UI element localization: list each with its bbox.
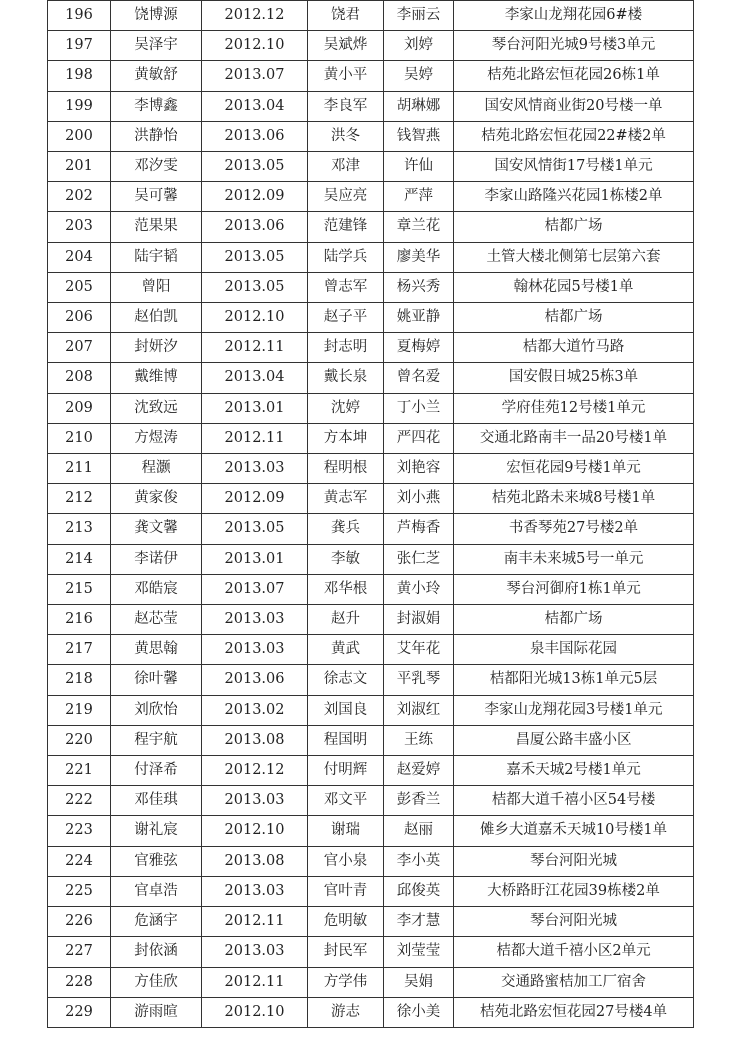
birth-date-cell: 2013.06	[202, 212, 308, 242]
birth-date-cell: 2013.05	[202, 272, 308, 302]
address-cell: 书香琴苑27号楼2单	[454, 514, 694, 544]
address-cell: 桔都广场	[454, 303, 694, 333]
address-cell: 桔都大道竹马路	[454, 333, 694, 363]
child-name-cell: 吴泽宇	[111, 31, 202, 61]
mother-name-cell: 刘淑红	[384, 695, 454, 725]
table-row	[48, 182, 694, 212]
child-name-cell: 程宇航	[111, 725, 202, 755]
row-number-cell: 197	[48, 31, 111, 61]
row-number-cell: 225	[48, 876, 111, 906]
row-number-cell: 209	[48, 393, 111, 423]
row-number-cell: 222	[48, 786, 111, 816]
registry-table-body	[48, 1, 694, 1028]
birth-date-cell: 2012.10	[202, 303, 308, 333]
table-row	[48, 816, 694, 846]
table-row	[48, 846, 694, 876]
birth-date-cell: 2013.05	[202, 514, 308, 544]
address-cell: 桔苑北路宏恒花园22#楼2单	[454, 121, 694, 151]
birth-date-cell: 2012.09	[202, 484, 308, 514]
table-row	[48, 31, 694, 61]
father-name-cell: 饶君	[308, 1, 384, 31]
mother-name-cell: 严萍	[384, 182, 454, 212]
table-row	[48, 665, 694, 695]
row-number-cell: 219	[48, 695, 111, 725]
child-name-cell: 刘欣怡	[111, 695, 202, 725]
birth-date-cell: 2013.03	[202, 876, 308, 906]
address-cell: 交通路蜜桔加工厂宿舍	[454, 967, 694, 997]
birth-date-cell: 2013.08	[202, 725, 308, 755]
address-cell: 桔都大道千禧小区2单元	[454, 937, 694, 967]
father-name-cell: 沈婷	[308, 393, 384, 423]
row-number-cell: 221	[48, 756, 111, 786]
mother-name-cell: 平乳琴	[384, 665, 454, 695]
table-row	[48, 303, 694, 333]
row-number-cell: 199	[48, 91, 111, 121]
table-row	[48, 907, 694, 937]
address-cell: 南丰未来城5号一单元	[454, 544, 694, 574]
row-number-cell: 203	[48, 212, 111, 242]
birth-date-cell: 2013.07	[202, 574, 308, 604]
mother-name-cell: 彭香兰	[384, 786, 454, 816]
child-name-cell: 方煜涛	[111, 423, 202, 453]
child-name-cell: 程灏	[111, 454, 202, 484]
father-name-cell: 戴长泉	[308, 363, 384, 393]
father-name-cell: 黄小平	[308, 61, 384, 91]
table-row	[48, 1, 694, 31]
row-number-cell: 198	[48, 61, 111, 91]
table-row	[48, 695, 694, 725]
child-name-cell: 危涵宇	[111, 907, 202, 937]
mother-name-cell: 夏梅婷	[384, 333, 454, 363]
father-name-cell: 封民军	[308, 937, 384, 967]
child-name-cell: 方佳欣	[111, 967, 202, 997]
birth-date-cell: 2012.11	[202, 967, 308, 997]
table-row	[48, 91, 694, 121]
row-number-cell: 217	[48, 635, 111, 665]
mother-name-cell: 刘婷	[384, 31, 454, 61]
father-name-cell: 邓华根	[308, 574, 384, 604]
registry-sheet	[47, 0, 693, 1056]
birth-date-cell: 2013.06	[202, 121, 308, 151]
father-name-cell: 黄志军	[308, 484, 384, 514]
child-name-cell: 邓皓宸	[111, 574, 202, 604]
address-cell: 李家山龙翔花园3号楼1单元	[454, 695, 694, 725]
child-name-cell: 黄敏舒	[111, 61, 202, 91]
father-name-cell: 谢瑞	[308, 816, 384, 846]
birth-date-cell: 2013.04	[202, 91, 308, 121]
row-number-cell: 207	[48, 333, 111, 363]
table-row	[48, 967, 694, 997]
mother-name-cell: 封淑娟	[384, 605, 454, 635]
row-number-cell: 206	[48, 303, 111, 333]
father-name-cell: 赵子平	[308, 303, 384, 333]
mother-name-cell: 章兰花	[384, 212, 454, 242]
mother-name-cell: 艾年花	[384, 635, 454, 665]
mother-name-cell: 刘艳容	[384, 454, 454, 484]
father-name-cell: 付明辉	[308, 756, 384, 786]
birth-date-cell: 2012.12	[202, 756, 308, 786]
table-row	[48, 544, 694, 574]
birth-date-cell: 2013.03	[202, 454, 308, 484]
table-row	[48, 393, 694, 423]
father-name-cell: 李敏	[308, 544, 384, 574]
address-cell: 翰林花园5号楼1单	[454, 272, 694, 302]
table-row	[48, 454, 694, 484]
birth-date-cell: 2013.05	[202, 242, 308, 272]
table-row	[48, 997, 694, 1027]
mother-name-cell: 黄小玲	[384, 574, 454, 604]
child-name-cell: 徐叶馨	[111, 665, 202, 695]
row-number-cell: 208	[48, 363, 111, 393]
table-row	[48, 725, 694, 755]
mother-name-cell: 廖美华	[384, 242, 454, 272]
birth-date-cell: 2013.08	[202, 846, 308, 876]
father-name-cell: 吴斌烨	[308, 31, 384, 61]
mother-name-cell: 李丽云	[384, 1, 454, 31]
child-name-cell: 赵伯凯	[111, 303, 202, 333]
father-name-cell: 程国明	[308, 725, 384, 755]
father-name-cell: 邓津	[308, 152, 384, 182]
address-cell: 李家山龙翔花园6#楼	[454, 1, 694, 31]
child-name-cell: 戴维博	[111, 363, 202, 393]
mother-name-cell: 赵丽	[384, 816, 454, 846]
address-cell: 泉丰国际花园	[454, 635, 694, 665]
mother-name-cell: 吴婷	[384, 61, 454, 91]
address-cell: 桔都广场	[454, 212, 694, 242]
row-number-cell: 223	[48, 816, 111, 846]
row-number-cell: 227	[48, 937, 111, 967]
child-name-cell: 洪静怡	[111, 121, 202, 151]
table-row	[48, 484, 694, 514]
mother-name-cell: 邱俊英	[384, 876, 454, 906]
child-name-cell: 范果果	[111, 212, 202, 242]
address-cell: 李家山路隆兴花园1栋楼2单	[454, 182, 694, 212]
address-cell: 大桥路盱江花园39栋楼2单	[454, 876, 694, 906]
mother-name-cell: 张仁芝	[384, 544, 454, 574]
row-number-cell: 211	[48, 454, 111, 484]
mother-name-cell: 徐小美	[384, 997, 454, 1027]
child-name-cell: 邓佳琪	[111, 786, 202, 816]
row-number-cell: 204	[48, 242, 111, 272]
child-name-cell: 游雨暄	[111, 997, 202, 1027]
row-number-cell: 212	[48, 484, 111, 514]
row-number-cell: 220	[48, 725, 111, 755]
mother-name-cell: 赵爱婷	[384, 756, 454, 786]
row-number-cell: 215	[48, 574, 111, 604]
table-row	[48, 152, 694, 182]
address-cell: 琴台河御府1栋1单元	[454, 574, 694, 604]
father-name-cell: 陆学兵	[308, 242, 384, 272]
child-name-cell: 封依涵	[111, 937, 202, 967]
birth-date-cell: 2013.03	[202, 937, 308, 967]
child-name-cell: 陆宇韬	[111, 242, 202, 272]
father-name-cell: 赵升	[308, 605, 384, 635]
row-number-cell: 200	[48, 121, 111, 151]
birth-date-cell: 2012.09	[202, 182, 308, 212]
mother-name-cell: 刘莹莹	[384, 937, 454, 967]
address-cell: 国安风情商业街20号楼一单	[454, 91, 694, 121]
father-name-cell: 游志	[308, 997, 384, 1027]
birth-date-cell: 2012.11	[202, 907, 308, 937]
child-name-cell: 沈致远	[111, 393, 202, 423]
mother-name-cell: 刘小燕	[384, 484, 454, 514]
mother-name-cell: 许仙	[384, 152, 454, 182]
child-name-cell: 黄家俊	[111, 484, 202, 514]
birth-date-cell: 2013.01	[202, 393, 308, 423]
child-name-cell: 龚文馨	[111, 514, 202, 544]
birth-date-cell: 2012.10	[202, 816, 308, 846]
address-cell: 学府佳苑12号楼1单元	[454, 393, 694, 423]
table-row	[48, 61, 694, 91]
table-row	[48, 212, 694, 242]
table-row	[48, 876, 694, 906]
birth-date-cell: 2012.11	[202, 423, 308, 453]
row-number-cell: 226	[48, 907, 111, 937]
father-name-cell: 危明敏	[308, 907, 384, 937]
father-name-cell: 龚兵	[308, 514, 384, 544]
row-number-cell: 196	[48, 1, 111, 31]
child-name-cell: 黄思翰	[111, 635, 202, 665]
child-name-cell: 李博鑫	[111, 91, 202, 121]
address-cell: 昌厦公路丰盛小区	[454, 725, 694, 755]
address-cell: 桔都广场	[454, 605, 694, 635]
mother-name-cell: 曾名爱	[384, 363, 454, 393]
mother-name-cell: 王练	[384, 725, 454, 755]
row-number-cell: 228	[48, 967, 111, 997]
table-row	[48, 333, 694, 363]
child-name-cell: 李诺伊	[111, 544, 202, 574]
birth-date-cell: 2013.02	[202, 695, 308, 725]
child-name-cell: 封妍汐	[111, 333, 202, 363]
address-cell: 国安风情街17号楼1单元	[454, 152, 694, 182]
address-cell: 琴台河阳光城9号楼3单元	[454, 31, 694, 61]
father-name-cell: 方学伟	[308, 967, 384, 997]
father-name-cell: 邓文平	[308, 786, 384, 816]
row-number-cell: 213	[48, 514, 111, 544]
birth-date-cell: 2013.03	[202, 605, 308, 635]
row-number-cell: 218	[48, 665, 111, 695]
birth-date-cell: 2012.10	[202, 997, 308, 1027]
mother-name-cell: 杨兴秀	[384, 272, 454, 302]
address-cell: 桔都大道千禧小区54号楼	[454, 786, 694, 816]
birth-date-cell: 2013.03	[202, 635, 308, 665]
mother-name-cell: 姚亚静	[384, 303, 454, 333]
address-cell: 傩乡大道嘉禾天城10号楼1单	[454, 816, 694, 846]
table-row	[48, 423, 694, 453]
table-row	[48, 635, 694, 665]
birth-date-cell: 2013.05	[202, 152, 308, 182]
mother-name-cell: 丁小兰	[384, 393, 454, 423]
address-cell: 国安假日城25栋3单	[454, 363, 694, 393]
address-cell: 嘉禾天城2号楼1单元	[454, 756, 694, 786]
birth-date-cell: 2012.10	[202, 31, 308, 61]
child-name-cell: 谢礼宸	[111, 816, 202, 846]
child-name-cell: 官卓浩	[111, 876, 202, 906]
child-name-cell: 赵芯莹	[111, 605, 202, 635]
mother-name-cell: 钱智燕	[384, 121, 454, 151]
row-number-cell: 224	[48, 846, 111, 876]
father-name-cell: 李良军	[308, 91, 384, 121]
mother-name-cell: 吴娟	[384, 967, 454, 997]
registry-table	[47, 0, 694, 1028]
table-row	[48, 272, 694, 302]
address-cell: 宏恒花园9号楼1单元	[454, 454, 694, 484]
father-name-cell: 洪冬	[308, 121, 384, 151]
address-cell: 桔苑北路宏恒花园27号楼4单	[454, 997, 694, 1027]
father-name-cell: 范建锋	[308, 212, 384, 242]
row-number-cell: 229	[48, 997, 111, 1027]
table-row	[48, 756, 694, 786]
address-cell: 桔都阳光城13栋1单元5层	[454, 665, 694, 695]
father-name-cell: 官小泉	[308, 846, 384, 876]
table-row	[48, 121, 694, 151]
table-row	[48, 605, 694, 635]
row-number-cell: 214	[48, 544, 111, 574]
child-name-cell: 饶博源	[111, 1, 202, 31]
table-row	[48, 242, 694, 272]
father-name-cell: 徐志文	[308, 665, 384, 695]
mother-name-cell: 严四花	[384, 423, 454, 453]
address-cell: 桔苑北路未来城8号楼1单	[454, 484, 694, 514]
table-row	[48, 574, 694, 604]
birth-date-cell: 2013.01	[202, 544, 308, 574]
address-cell: 琴台河阳光城	[454, 907, 694, 937]
child-name-cell: 付泽希	[111, 756, 202, 786]
father-name-cell: 方本坤	[308, 423, 384, 453]
father-name-cell: 吴应亮	[308, 182, 384, 212]
row-number-cell: 216	[48, 605, 111, 635]
address-cell: 琴台河阳光城	[454, 846, 694, 876]
father-name-cell: 黄武	[308, 635, 384, 665]
mother-name-cell: 胡琳娜	[384, 91, 454, 121]
birth-date-cell: 2013.07	[202, 61, 308, 91]
birth-date-cell: 2012.12	[202, 1, 308, 31]
mother-name-cell: 李小英	[384, 846, 454, 876]
father-name-cell: 曾志军	[308, 272, 384, 302]
address-cell: 土管大楼北侧第七层第六套	[454, 242, 694, 272]
row-number-cell: 205	[48, 272, 111, 302]
table-row	[48, 786, 694, 816]
father-name-cell: 程明根	[308, 454, 384, 484]
birth-date-cell: 2012.11	[202, 333, 308, 363]
child-name-cell: 吴可馨	[111, 182, 202, 212]
mother-name-cell: 李才慧	[384, 907, 454, 937]
address-cell: 交通北路南丰一品20号楼1单	[454, 423, 694, 453]
child-name-cell: 曾阳	[111, 272, 202, 302]
birth-date-cell: 2013.06	[202, 665, 308, 695]
child-name-cell: 官雅弦	[111, 846, 202, 876]
row-number-cell: 202	[48, 182, 111, 212]
father-name-cell: 官叶青	[308, 876, 384, 906]
table-row	[48, 514, 694, 544]
row-number-cell: 210	[48, 423, 111, 453]
mother-name-cell: 芦梅香	[384, 514, 454, 544]
address-cell: 桔苑北路宏恒花园26栋1单	[454, 61, 694, 91]
birth-date-cell: 2013.03	[202, 786, 308, 816]
child-name-cell: 邓汐雯	[111, 152, 202, 182]
table-row	[48, 363, 694, 393]
father-name-cell: 封志明	[308, 333, 384, 363]
birth-date-cell: 2013.04	[202, 363, 308, 393]
father-name-cell: 刘国良	[308, 695, 384, 725]
table-row	[48, 937, 694, 967]
row-number-cell: 201	[48, 152, 111, 182]
